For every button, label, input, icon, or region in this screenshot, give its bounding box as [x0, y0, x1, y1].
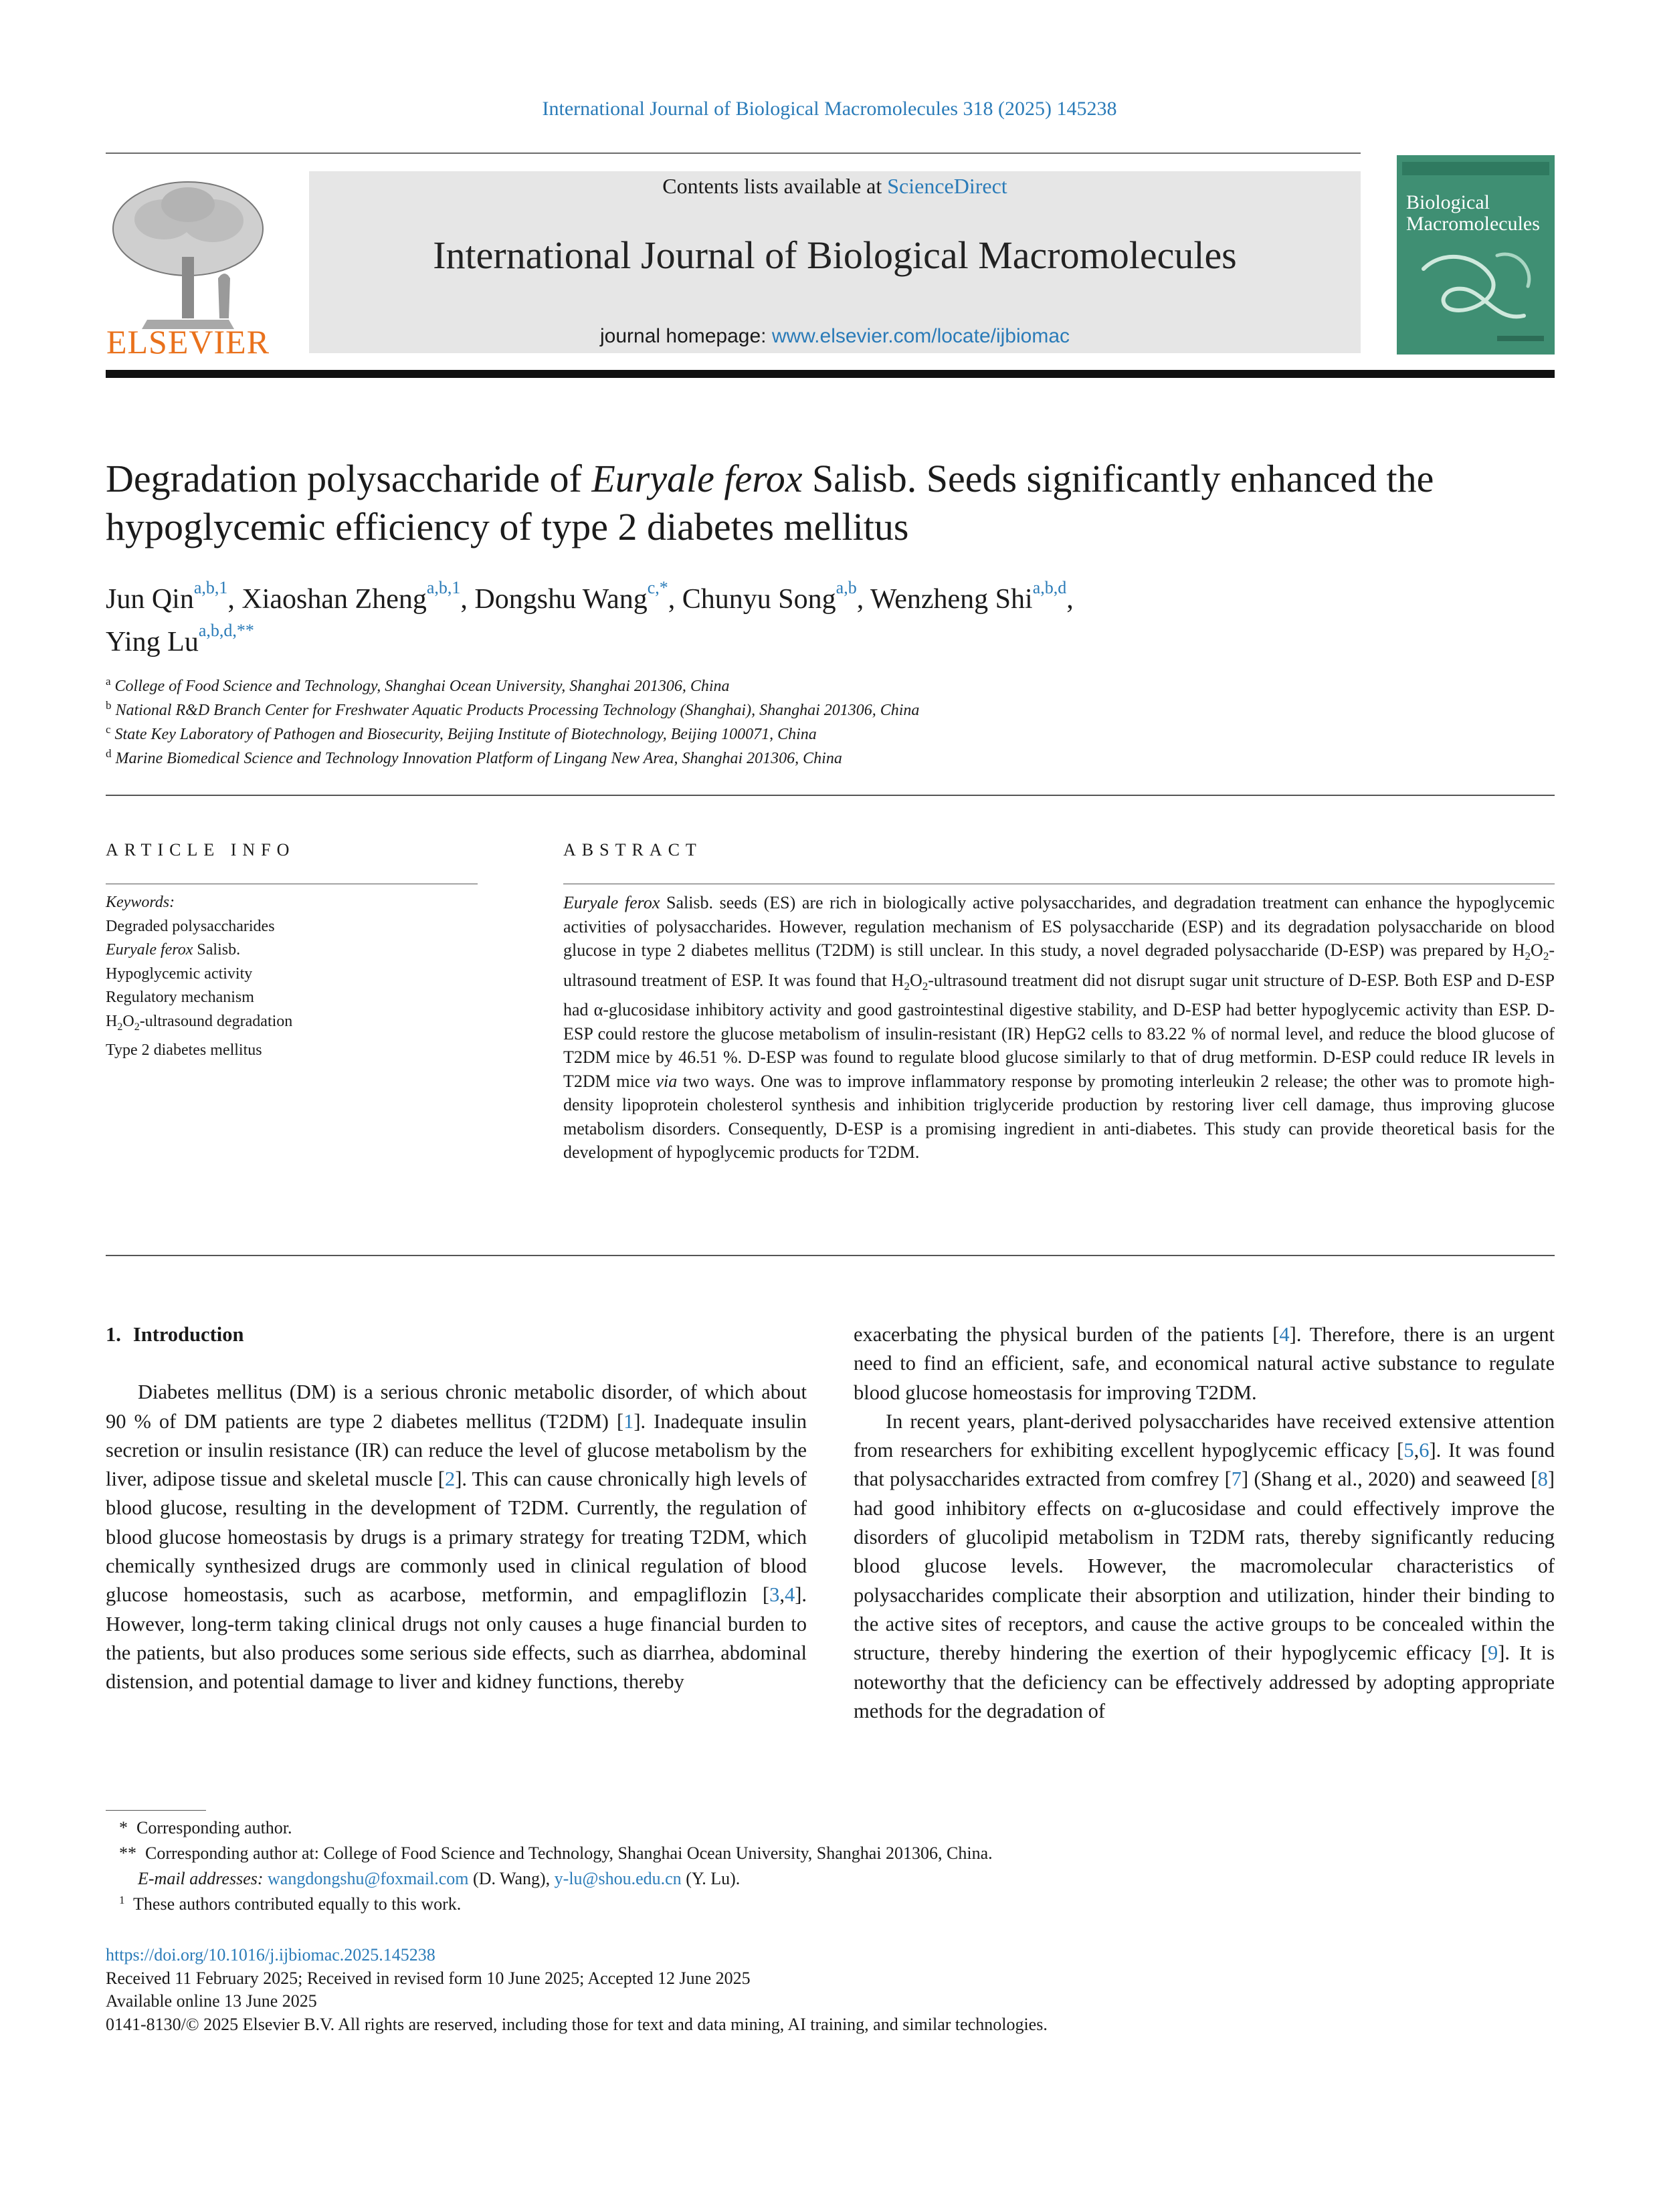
kw-chem-sub: 2 [117, 1021, 123, 1033]
divider [106, 1255, 1555, 1256]
received-dates: Received 11 February 2025; Received in revised form 10 June 2025; Accepted 12 June 2025 [106, 1968, 751, 1988]
abstract-sub: 2 [1525, 950, 1531, 963]
footnote-mark: 1 [119, 1894, 125, 1906]
citation-link[interactable]: 8 [1537, 1468, 1548, 1491]
author-affil-marks[interactable]: c,* [647, 578, 668, 597]
keyword-item [106, 938, 478, 963]
email-link[interactable]: y-lu@shou.edu.cn [554, 1869, 682, 1888]
title-species-name: Euryale ferox [591, 457, 803, 500]
citation-link[interactable]: 4 [784, 1583, 795, 1607]
section-number: 1. [106, 1323, 121, 1346]
affiliation-item [106, 722, 1555, 746]
affiliation-key: d [106, 747, 112, 760]
para-seg: ]. Therefore, there is an urgent need to find an efficient, safe, and economical natural active substance to regulate blood glucose homeostasis for improving T2DM. [854, 1323, 1555, 1404]
footnotes [106, 1815, 1555, 1917]
keyword-item [106, 1010, 478, 1039]
author-name: Jun Qin [106, 584, 194, 615]
keyword-item: Regulatory mechanism [106, 989, 254, 1006]
keyword-italic: Euryale ferox [106, 941, 193, 959]
email-owner: (Y. Lu). [681, 1869, 741, 1888]
copyright-line: 0141-8130/© 2025 Elsevier B.V. All rights are reserved, including those for text and data mining, AI training, and similar technologies. [106, 2014, 1048, 2034]
citation-sep: , [779, 1583, 785, 1607]
section-title: Introduction [132, 1323, 244, 1346]
footnote-mark: * [119, 1818, 128, 1837]
kw-chem-sub: 2 [134, 1021, 140, 1033]
author-affil-marks[interactable]: a,b [836, 578, 857, 597]
title-part-1: Degradation polysaccharide of [106, 457, 592, 500]
journal-homepage-line [309, 325, 1361, 348]
affiliation-key: b [106, 699, 112, 712]
email-link[interactable]: wangdongshu@foxmail.com [268, 1869, 469, 1888]
abstract-seg: -ultrasound treatment did not disrupt sugar unit structure of D-ESP. Both ESP and D-ESP had α-glucosidase inhibitory activity and good gastrointestinal digestive stability, and D-ESP had better hypoglycemic activity than ESP. D-ESP could restore the glucose metabolism of insulin-resistant (IR) HepG2 cells to 83.22 % of normal level, and reduce the blood glucose of T2DM mice by 46.51 %. D-ESP was found to regulate blood glucose similarly to that of drug metformin. D-ESP could reduce IR levels in T2DM mice [563, 970, 1555, 1091]
running-head[interactable]: International Journal of Biological Macromolecules 318 (2025) 145238 [542, 98, 1117, 120]
para-seg: ] had good inhibitory effects on α-glucosidase and could effectively improve the disorders of glucolipid metabolism in T2DM rats, thereby significantly reducing blood glucose levels. However, the macromolecular characteristics of polysaccharides complicate their absorption and utilization, hinder their binding to the active sites of receptors, and cause the active groups to be concealed within the structure, thereby hindering the exertion of their hypoglycemic efficacy [ [854, 1468, 1555, 1665]
affiliation-item [106, 674, 1555, 698]
keyword-item: Hypoglycemic activity [106, 965, 253, 983]
para-seg: ] (Shang et al., 2020) and seaweed [ [1242, 1468, 1538, 1491]
abstract-text [563, 891, 1555, 1165]
divider [106, 795, 1555, 796]
author-affil-marks[interactable]: a,b,1 [193, 578, 228, 597]
keyword-item: Type 2 diabetes mellitus [106, 1041, 262, 1059]
article-info-heading: ARTICLE INFO [106, 840, 296, 860]
journal-cover-image[interactable] [1397, 155, 1555, 355]
author-name: Chunyu Song [682, 584, 836, 615]
para-seg: ]. It was found that polysaccharides extracted from comfrey [ [854, 1439, 1555, 1491]
keywords-block [106, 891, 478, 1062]
affiliations [106, 674, 1555, 771]
abstract-seg: two ways. One was to improve inflammatory response by promoting interleukin 2 release; the other was to promote high-density lipoprotein cholesterol synthesis and inhibition triglyceride production by restoring liver cell damage, thus improving glucose metabolism disorders. Consequently, D-ESP is a promising ingredient in anti-diabetes. This study can provide theoretical basis for the development of hypoglycemic products for T2DM. [563, 1071, 1555, 1163]
author-affil-marks[interactable]: a,b,d,** [198, 621, 254, 640]
homepage-link[interactable]: www.elsevier.com/locate/ijbiomac [771, 325, 1070, 347]
abstract-seg: Salisb. seeds (ES) are rich in biologically active polysaccharides, and degradation treatment can enhance the hypoglycemic activities of polysaccharides. However, regulation mechanism of ES polysaccharide (ESP) and its degradation polysaccharide on blood glucose in type 2 diabetes mellitus (T2DM) is still unclear. In this study, a novel degraded polysaccharide (D-ESP) was prepared by H [563, 893, 1555, 960]
footnote-mark: ** [119, 1843, 136, 1863]
citation-link[interactable]: 6 [1419, 1439, 1430, 1462]
affiliation-text: State Key Laboratory of Pathogen and Biosecurity, Beijing Institute of Biotechnology, Beijing 100071, China [114, 726, 817, 743]
footnote-text: These authors contributed equally to this work. [133, 1894, 462, 1914]
citation-link[interactable]: 9 [1487, 1641, 1498, 1665]
affiliation-key: c [106, 723, 111, 736]
affiliation-item [106, 746, 1555, 771]
footnote-item [106, 1892, 1555, 1917]
author-affil-marks[interactable]: a,b,1 [426, 578, 461, 597]
article-title [106, 455, 1555, 551]
title-part-2: Salisb. Seeds significantly enhanced the hypoglycemic efficiency of type 2 diabetes mellitus [106, 457, 1434, 548]
footnote-rule [106, 1810, 206, 1811]
author-name: Wenzheng Shi [870, 584, 1033, 615]
citation-sep: , [1413, 1439, 1420, 1462]
footnote-item [106, 1841, 1555, 1866]
abstract-seg: O [909, 970, 922, 990]
affiliation-key: a [106, 675, 111, 688]
contents-prefix: Contents lists available at [662, 174, 888, 198]
available-online: Available online 13 June 2025 [106, 1991, 317, 2011]
author-name: Xiaoshan Zheng [241, 584, 427, 615]
para-seg: ]. However, long-term taking clinical drugs not only causes a huge financial burden to the patients, but also produces some serious side effects, such as diarrhea, abdominal distension, and potential damage to liver and kidney functions, thereby [106, 1583, 807, 1694]
abstract-italic-via: via [656, 1071, 678, 1091]
header-bottom-rule [106, 370, 1555, 378]
email-addresses [106, 1866, 1555, 1892]
para-seg: ]. It is noteworthy that the deficiency can be effectively addressed by adopting appropriate methods for the degradation of [854, 1641, 1555, 1722]
kw-chem-o: O [122, 1012, 134, 1030]
author-name: Dongshu Wang [474, 584, 648, 615]
sciencedirect-link[interactable]: ScienceDirect [887, 174, 1007, 198]
footnote-item [106, 1815, 1555, 1841]
footnote-text: Corresponding author. [136, 1818, 292, 1837]
author-affil-marks[interactable]: a,b,d [1032, 578, 1067, 597]
citation-link[interactable]: 1 [623, 1409, 634, 1433]
keywords-label: Keywords: [106, 894, 175, 911]
journal-title: International Journal of Biological Macromolecules [433, 233, 1237, 277]
keyword-rest: Salisb. [193, 941, 241, 959]
citation-link[interactable]: 2 [444, 1468, 456, 1491]
para-seg: ]. This can cause chronically high levels of blood glucose, resulting in the development of T2DM. Currently, the regulation of blood glucose homeostasis by drugs is a primary strategy for treating T2DM, which chemically synthesized drugs are commonly used in clinical regulation of blood glucose homeostasis, such as acarbose, metformin, and empagliflozin [ [106, 1468, 807, 1607]
abstract-sub: 2 [904, 979, 910, 993]
citation-link[interactable]: 4 [1279, 1323, 1290, 1346]
affiliation-text: College of Food Science and Technology, Shanghai Ocean University, Shanghai 201306, China [114, 678, 730, 695]
para-seg: Diabetes mellitus (DM) is a serious chronic metabolic disorder, of which about 90 % of DM patients are type 2 diabetes mellitus (T2DM) [ [106, 1381, 807, 1433]
abstract-sub: 2 [1543, 950, 1549, 963]
kw-chem-rest: -ultrasound degradation [139, 1012, 293, 1030]
email-label: E-mail addresses: [138, 1869, 264, 1888]
body-column-right [854, 1320, 1555, 1726]
body-paragraph-continued [854, 1320, 1555, 1407]
elsevier-wordmark: ELSEVIER [106, 323, 270, 361]
para-seg: In recent years, plant-derived polysaccharides have received extensive attention from researchers for exhibiting excellent hypoglycemic efficacy [ [854, 1409, 1555, 1462]
para-seg: exacerbating the physical burden of the patients [ [854, 1323, 1280, 1346]
citation-link[interactable]: 5 [1403, 1439, 1414, 1462]
abstract-seg: -ultrasound treatment of ESP. It was found that H [563, 940, 1555, 990]
kw-chem-h: H [106, 1012, 118, 1030]
abstract-heading: ABSTRACT [563, 840, 702, 860]
homepage-prefix: journal homepage: [599, 325, 772, 347]
body-paragraph [106, 1378, 807, 1696]
body-column-left [106, 1320, 807, 1697]
citation-link[interactable]: 7 [1231, 1468, 1242, 1491]
contents-available-line [309, 174, 1361, 199]
cover-title-line2: Macromolecules [1406, 213, 1540, 235]
footnote-text: Corresponding author at: College of Food Science and Technology, Shanghai Ocean University, Shanghai 201306, China. [145, 1843, 993, 1863]
affiliation-item [106, 698, 1555, 722]
abstract-seg: O [1531, 940, 1543, 960]
cover-title-line1: Biological [1406, 191, 1490, 213]
citation-link[interactable]: 3 [769, 1583, 780, 1607]
publication-info [106, 1944, 1555, 2036]
affiliation-text: Marine Biomedical Science and Technology Innovation Platform of Lingang New Area, Shanghai 201306, China [115, 750, 842, 767]
section-heading [106, 1320, 807, 1349]
email-owner: (D. Wang), [468, 1869, 555, 1888]
affiliation-text: National R&D Branch Center for Freshwater Aquatic Products Processing Technology (Shanghai), Shanghai 201306, China [115, 702, 920, 719]
para-seg: ]. Inadequate insulin secretion or insulin resistance (IR) can reduce the level of glucose metabolism by the liver, adipose tissue and skeletal muscle [ [106, 1409, 807, 1491]
abstract-species: Euryale ferox [563, 893, 660, 912]
doi-link[interactable]: https://doi.org/10.1016/j.ijbiomac.2025.145238 [106, 1945, 435, 1965]
author-name: Ying Lu [106, 627, 199, 658]
keyword-item: Degraded polysaccharides [106, 917, 275, 935]
body-paragraph [854, 1407, 1555, 1726]
header-top-rule [106, 153, 1361, 154]
author-list: Jun Qin$^{a,b,1}$, Xiaoshan Zheng$^{a,b,1}$, Dongshu Wang$^{c,*}$, Chunyu Song$^{a,b}$, Wenzheng Shi$^{a,b,d}$, Ying $Lu^{a,b,d,**}$ [106, 578, 1074, 658]
abstract-sub: 2 [922, 979, 929, 993]
